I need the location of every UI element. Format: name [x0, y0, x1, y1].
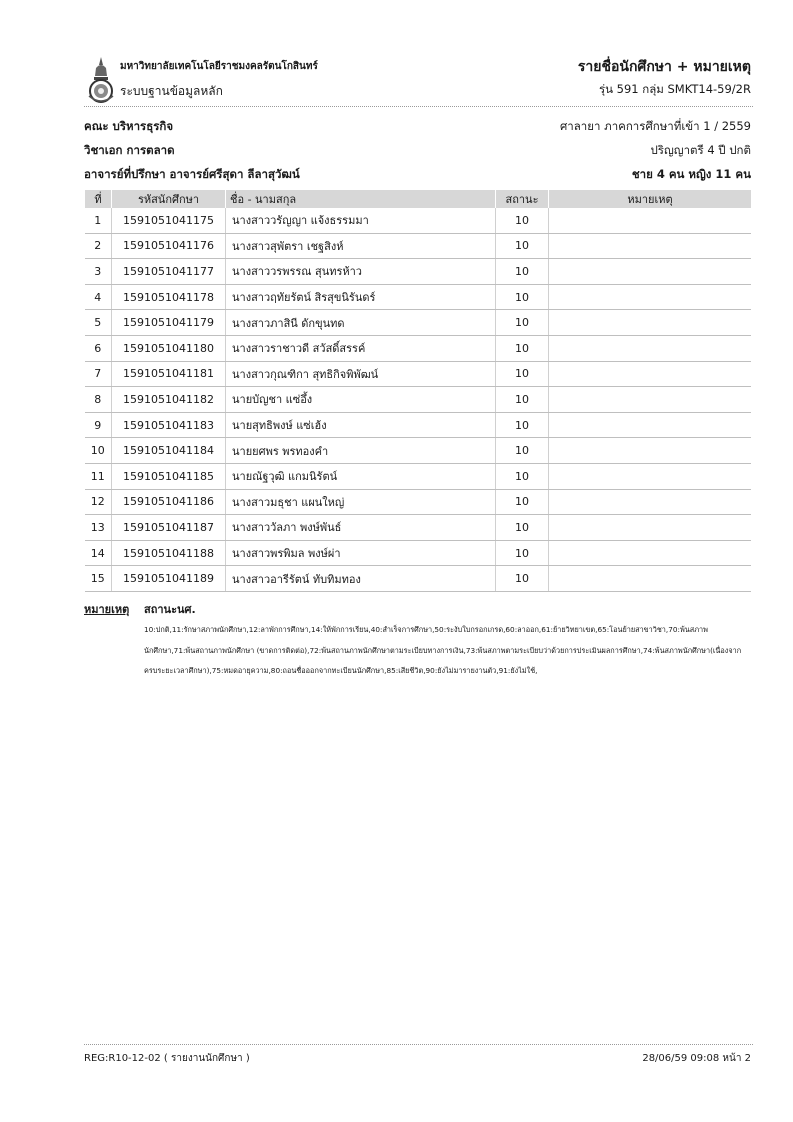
table-row	[85, 463, 752, 489]
cell-no: 13	[85, 515, 112, 541]
table-row	[85, 284, 752, 310]
cell-status: 10	[496, 489, 549, 515]
cell-name: นางสาวภาสินี ดักขุนทด	[226, 310, 496, 336]
cell-name: นางสาววรัญญา แจ้งธรรมมา	[226, 208, 496, 233]
cell-status: 10	[496, 387, 549, 413]
cell-note	[549, 438, 752, 464]
cell-name: นางสาวฤทัยรัตน์ สิรสุขนิรันดร์	[226, 284, 496, 310]
cell-note	[549, 515, 752, 541]
cell-status: 10	[496, 438, 549, 464]
cell-note	[549, 361, 752, 387]
form-code: REG:R10-12-02 ( รายงานนักศึกษา )	[84, 1053, 250, 1064]
cell-no: 3	[85, 259, 112, 285]
status-code-legend: 10:ปกติ,11:รักษาสภาพนักศึกษา,12:ลาพักการศึกษา,14:ให้พักการเรียน,40:สำเร็จการศึกษา,50:ระงับใบกรอกเกรด,60:ลาออก,61:ย้ายวิทยาเขต,65:โอนย้ายสาขาวิชา,70:พ้นสภาพนักศึกษา,71:พ้นสถานภาพนักศึกษา (ขาดการติดต่อ),72:พ้นสถานภาพนักศึกษาตามระเบียบทางการเงิน,73:พ้นสภาพตามระเบียบว่าด้วยการประเมินผลการศึกษา,74:พ้นสภาพนักศึกษา(เนื่องจากครบระยะเวลาศึกษา),75:หมดอายุความ,80:ถอนชื่อออกจากทะเบียนนักศึกษา,85:เสียชีวิต,90:ยังไม่มารายงานตัว,91:ยังไม่ใช้,	[144, 625, 742, 675]
cell-name: นายยศพร พรทองคำ	[226, 438, 496, 464]
cell-note	[549, 566, 752, 592]
cell-note	[549, 284, 752, 310]
cell-note	[549, 463, 752, 489]
cell-no: 15	[85, 566, 112, 592]
cell-student-id: 1591051041177	[112, 259, 226, 285]
cell-status: 10	[496, 540, 549, 566]
cell-no: 2	[85, 233, 112, 259]
cell-student-id: 1591051041182	[112, 387, 226, 413]
cell-name: นายบัญชา แซ่อึ้ง	[226, 387, 496, 413]
campus-term: ศาลายา ภาคการศึกษาที่เข้า 1 / 2559	[560, 119, 751, 133]
cell-no: 14	[85, 540, 112, 566]
header-divider	[84, 106, 753, 107]
cell-note	[549, 387, 752, 413]
print-date-page: 28/06/59 09:08 หน้า 2	[642, 1053, 751, 1064]
col-header-id: รหัสนักศึกษา	[112, 190, 226, 208]
cell-student-id: 1591051041185	[112, 463, 226, 489]
cell-student-id: 1591051041176	[112, 233, 226, 259]
cell-name: นางสาวมธุชา แผนใหญ่	[226, 489, 496, 515]
cell-status: 10	[496, 284, 549, 310]
cell-student-id: 1591051041180	[112, 335, 226, 361]
cell-status: 10	[496, 335, 549, 361]
cell-status: 10	[496, 463, 549, 489]
remarks-label: หมายเหตุ	[84, 603, 130, 616]
table-row	[85, 361, 752, 387]
cell-student-id: 1591051041189	[112, 566, 226, 592]
cell-status: 10	[496, 259, 549, 285]
cell-status: 10	[496, 233, 549, 259]
cell-name: นายณัฐวุฒิ แกมนิรัตน์	[226, 463, 496, 489]
cell-note	[549, 259, 752, 285]
report-title: รายชื่อนักศึกษา + หมายเหตุ	[577, 59, 751, 75]
cell-student-id: 1591051041183	[112, 412, 226, 438]
cell-note	[549, 208, 752, 233]
cell-student-id: 1591051041178	[112, 284, 226, 310]
cell-status: 10	[496, 208, 549, 233]
col-header-status: สถานะ	[496, 190, 549, 208]
system-name: ระบบฐานข้อมูลหลัก	[120, 84, 223, 98]
cell-note	[549, 310, 752, 336]
student-table	[84, 190, 751, 592]
cell-note	[549, 489, 752, 515]
cell-status: 10	[496, 515, 549, 541]
status-label: สถานะนศ.	[144, 603, 196, 616]
university-seal-logo	[86, 56, 116, 106]
cell-no: 1	[85, 208, 112, 233]
table-row	[85, 233, 752, 259]
table-row	[85, 540, 752, 566]
cell-name: นางสาววัลภา พงษ์พันธ์	[226, 515, 496, 541]
table-row	[85, 208, 752, 233]
cell-note	[549, 233, 752, 259]
col-header-no: ที่	[85, 190, 112, 208]
table-row	[85, 335, 752, 361]
cell-no: 5	[85, 310, 112, 336]
table-row	[85, 438, 752, 464]
cell-no: 4	[85, 284, 112, 310]
cell-status: 10	[496, 412, 549, 438]
table-row	[85, 515, 752, 541]
cell-no: 11	[85, 463, 112, 489]
cell-name: นางสาวอารีรัตน์ ทับทิมทอง	[226, 566, 496, 592]
table-row	[85, 566, 752, 592]
major: วิชาเอก การตลาด	[84, 143, 175, 157]
table-row	[85, 412, 752, 438]
faculty: คณะ บริหารธุรกิจ	[84, 119, 174, 133]
cell-name: นางสาวสุพัตรา เชฐสิงห์	[226, 233, 496, 259]
university-name: มหาวิทยาลัยเทคโนโลยีราชมงคลรัตนโกสินทร์	[120, 61, 318, 72]
cell-student-id: 1591051041187	[112, 515, 226, 541]
cell-status: 10	[496, 361, 549, 387]
cell-name: นางสาวพรพิมล พงษ์ผ่า	[226, 540, 496, 566]
table-row	[85, 387, 752, 413]
cell-status: 10	[496, 310, 549, 336]
footer-divider	[84, 1044, 753, 1045]
cell-student-id: 1591051041186	[112, 489, 226, 515]
cell-note	[549, 335, 752, 361]
cell-student-id: 1591051041179	[112, 310, 226, 336]
cell-student-id: 1591051041184	[112, 438, 226, 464]
cell-no: 9	[85, 412, 112, 438]
table-row	[85, 259, 752, 285]
cell-name: นายสุทธิพงษ์ แซ่เฮ้ง	[226, 412, 496, 438]
cell-student-id: 1591051041175	[112, 208, 226, 233]
cell-no: 10	[85, 438, 112, 464]
table-header-row	[85, 190, 752, 208]
table-row	[85, 489, 752, 515]
cell-no: 12	[85, 489, 112, 515]
degree: ปริญญาตรี 4 ปี ปกติ	[650, 143, 751, 157]
cell-name: นางสาววรพรรณ สุนทรห้าว	[226, 259, 496, 285]
cell-student-id: 1591051041181	[112, 361, 226, 387]
cell-note	[549, 540, 752, 566]
gender-counts: ชาย 4 คน หญิง 11 คน	[631, 167, 751, 181]
col-header-name: ชื่อ - นามสกุล	[226, 190, 496, 208]
advisor: อาจารย์ที่ปรึกษา อาจารย์ศรีสุดา ลีลาสุวัฒน์	[84, 167, 300, 181]
cell-no: 6	[85, 335, 112, 361]
cell-student-id: 1591051041188	[112, 540, 226, 566]
cell-no: 7	[85, 361, 112, 387]
table-row	[85, 310, 752, 336]
cell-status: 10	[496, 566, 549, 592]
col-header-note: หมายเหตุ	[549, 190, 752, 208]
cell-name: นางสาวกุณฑิกา สุทธิกิจพิพัฒน์	[226, 361, 496, 387]
cell-name: นางสาวราชาวดี สวัสดิ์สรรค์	[226, 335, 496, 361]
cell-no: 8	[85, 387, 112, 413]
cell-note	[549, 412, 752, 438]
group-line: รุ่น 591 กลุ่ม SMKT14-59/2R	[598, 82, 751, 96]
